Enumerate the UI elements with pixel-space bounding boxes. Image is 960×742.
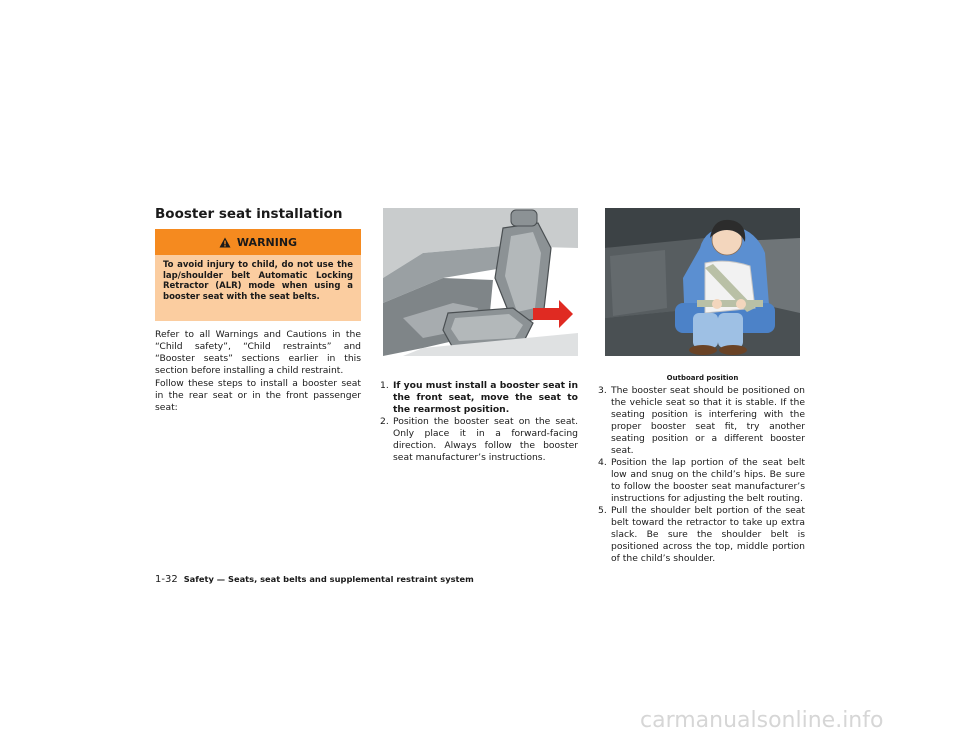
step-number: 3. xyxy=(598,385,607,396)
intro-paragraph-2: Follow these steps to install a booster seat in the rear seat or in the front passenger seat: xyxy=(155,378,361,413)
watermark-text: carmanualsonline.info xyxy=(640,708,884,733)
intro-paragraph-1: Refer to all Warnings and Cautions in the “Child safety”, “Child restraints” and “Booster seats” sections earlier in this section before installing a child restraint. xyxy=(155,329,361,376)
step-text: Pull the shoulder belt portion of the seat belt toward the retractor to take up extra slack. Be sure the shoulder belt is positioned across the top, middle portion of the child’s shoulder. xyxy=(611,505,805,564)
figure-caption: Outboard position xyxy=(666,374,739,382)
step-number: 5. xyxy=(598,505,607,516)
step-item xyxy=(598,457,805,505)
step-item xyxy=(380,380,578,416)
section-title: Booster seat installation xyxy=(155,206,343,222)
steps-list-column-3 xyxy=(598,385,805,565)
steps-list-column-2 xyxy=(380,380,578,464)
page-number: 1-32 xyxy=(155,574,178,585)
warning-header xyxy=(155,229,361,255)
step-item xyxy=(380,416,578,464)
step-text: Position the lap portion of the seat belt low and snug on the child’s hips. Be sure to follow the booster seat manufacturer’s instructions for adjusting the belt routing. xyxy=(611,457,805,504)
step-item xyxy=(598,505,805,565)
step-number: 4. xyxy=(598,457,607,468)
warning-box xyxy=(155,229,361,321)
step-number: 2. xyxy=(380,416,389,427)
warning-text: To avoid injury to child, do not use the lap/shoulder belt Automatic Locking Retractor (ALR) mode when using a booster seat with the seat belts. xyxy=(155,255,361,321)
front-seat-illustration xyxy=(383,208,578,356)
step-item xyxy=(598,385,805,457)
warning-heading: WARNING xyxy=(236,235,298,249)
page-footer xyxy=(155,574,474,585)
step-number: 1. xyxy=(380,380,389,391)
warning-triangle-icon xyxy=(219,237,231,248)
step-text: If you must install a booster seat in the front seat, move the seat to the rearmost position. xyxy=(393,380,578,415)
booster-seat-illustration xyxy=(605,208,800,356)
step-text: Position the booster seat on the seat. Only place it in a forward-facing direction. Always follow the booster seat manufacturer’s instructions. xyxy=(393,416,578,463)
step-text: The booster seat should be positioned on the vehicle seat so that it is stable. If the seating position is interfering with the proper booster seat fit, try another seating position or a different booster seat. xyxy=(611,385,805,456)
footer-title: Safety — Seats, seat belts and supplemental restraint system xyxy=(183,574,474,584)
